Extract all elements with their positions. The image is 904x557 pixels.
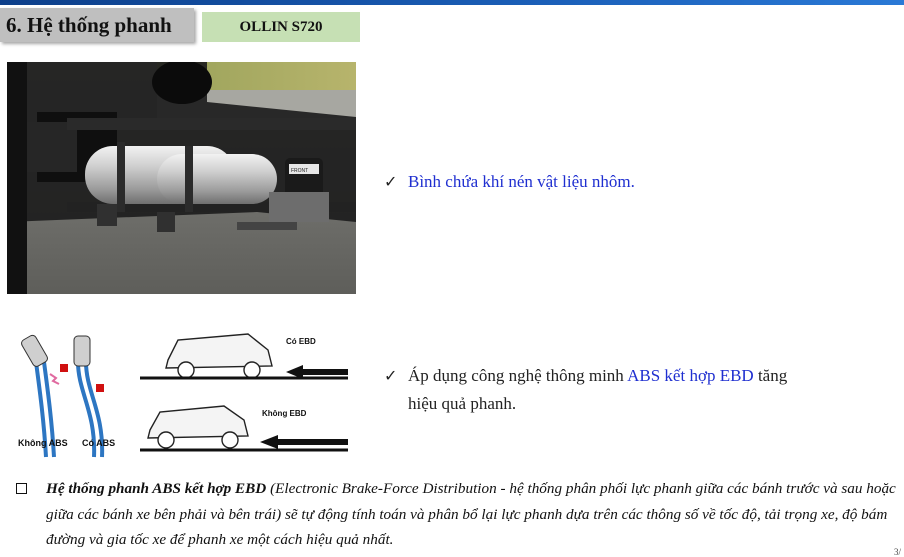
note-bold-term: Hệ thống phanh ABS kết hợp EBD [46,480,267,497]
section-title: 6. Hệ thống phanh [6,13,172,37]
abs-label-without: Không ABS [18,438,68,448]
check-icon: ✓ [384,174,398,191]
section-title-box [0,8,194,42]
bullet-abs-ebd-highlight: ABS kết hợp EBD [627,366,754,385]
square-bullet-icon [16,483,27,494]
bullet-abs-ebd-text-before: Áp dụng công nghệ thông minh [408,366,628,385]
photo-label: FRONT [291,168,309,174]
abs-diagram [16,322,126,460]
bullet-abs-ebd-line2: hiệu quả phanh. [408,394,517,413]
check-icon: ✓ [384,368,398,385]
model-name: OLLIN S720 [239,19,323,35]
bullet-abs-ebd-text-after: tăng [753,366,788,385]
bullet-abs-ebd [408,362,868,418]
page-number: 3/ [894,547,902,557]
abs-label-with: Có ABS [82,438,116,448]
ebd-diagram [138,322,353,458]
ebd-label-with: Có EBD [286,337,316,346]
air-tank-photo [7,62,356,294]
model-tag [202,12,360,42]
ebd-label-without: Không EBD [262,409,307,418]
top-accent-bar [0,0,904,5]
note-body: (Electronic Brake-Force Distribution - hệ thống phân phối lực phanh giữa các bánh trước và sau hoặc giữa các bánh xe bên phải và bên trái) sẽ tự động tính toán và phân bổ lại lực phanh dựa trên các thông số về tốc độ, tải trọng xe, độ bám đường và gia tốc xe để phanh xe một cách hiệu quả nhất. [46,480,896,548]
note-text [46,476,898,553]
bullet-air-tank: Bình chứa khí nén vật liệu nhôm. [408,172,635,191]
